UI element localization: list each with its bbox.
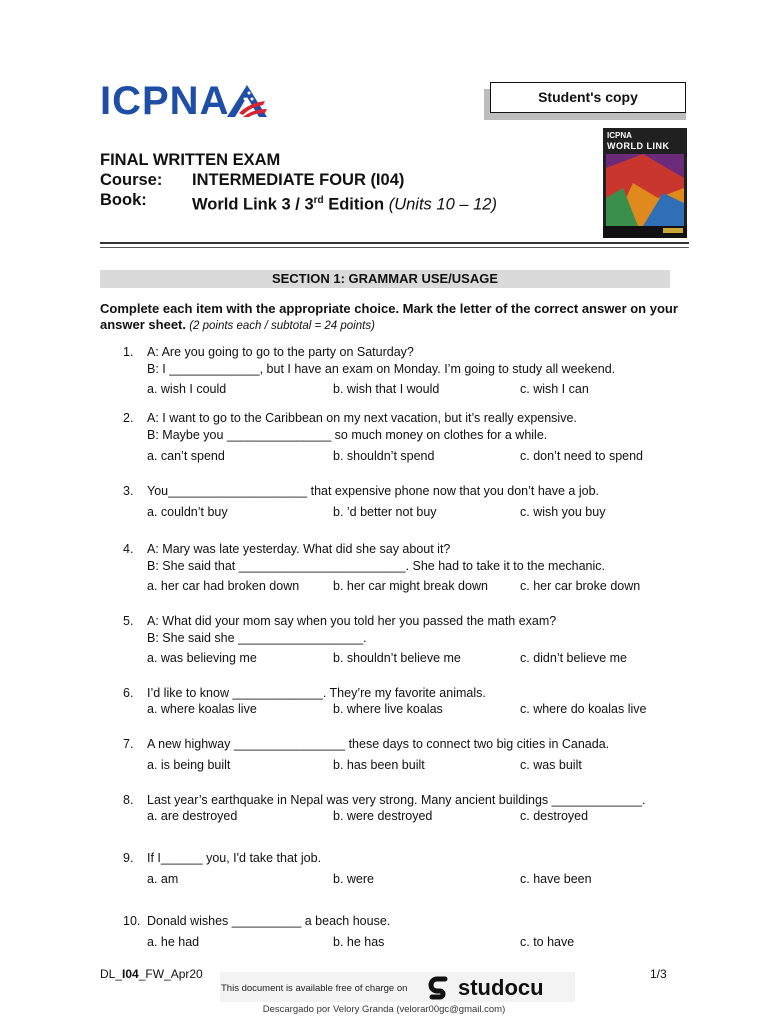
answer-option-c: c. have been [520, 872, 592, 886]
studocu-wordmark: studocu [458, 975, 544, 1000]
question-text: A: I want to go to the Caribbean on my next vacation, but it’s really expensive. [147, 411, 577, 425]
answer-option-b: b. shouldn’t spend [333, 449, 435, 463]
question-text: A new highway ________________ these days to connect two big cities in Canada. [147, 737, 610, 751]
studocu-s-icon [428, 976, 452, 1000]
header-rule-thin [100, 247, 689, 248]
logo-text: ICPNA [100, 79, 230, 123]
book-row [100, 190, 600, 214]
answer-option-b: b. he has [333, 935, 385, 949]
question-text: If I______ you, I'd take that job. [147, 851, 322, 865]
answer-option-a: a. couldn’t buy [147, 505, 228, 519]
question-number: 1. [123, 345, 134, 359]
question-number: 4. [123, 542, 134, 556]
question-number: 6. [123, 686, 134, 700]
answer-option-a: a. is being built [147, 758, 231, 772]
book-value: World Link 3 / 3rd Edition (Units 10 – 12) [192, 195, 497, 214]
answer-option-b: b. were [333, 872, 374, 886]
header-rule [100, 242, 689, 244]
answer-option-c: c. wish I can [520, 382, 589, 396]
answer-option-a: a. he had [147, 935, 200, 949]
question-number: 7. [123, 737, 134, 751]
question-number: 10. [123, 914, 141, 928]
banner-text: This document is available free of charge on [221, 983, 408, 994]
answer-option-a: a. was believing me [147, 651, 257, 665]
answer-option-a: a. where koalas live [147, 702, 257, 716]
question-text: A: What did your mom say when you told her you passed the math exam? [147, 614, 557, 628]
answer-option-b: b. shouldn’t believe me [333, 651, 461, 665]
question-text: I’d like to know _____________. They’re my favorite animals. [147, 686, 486, 700]
answer-option-c: c. don’t need to spend [520, 449, 644, 463]
question-number: 8. [123, 793, 134, 807]
book-label: Book: [100, 191, 147, 209]
course-label: Course: [100, 171, 163, 189]
answer-option-b: b. ’d better not buy [333, 505, 437, 519]
question-text: B: She said she __________________. [147, 631, 367, 645]
answer-option-c: c. was built [520, 758, 582, 772]
studocu-logo[interactable] [428, 975, 544, 1001]
question-text: Last year’s earthquake in Nepal was very strong. Many ancient buildings _____________. [147, 793, 646, 807]
instructions-points: (2 points each / subtotal = 24 points) [186, 320, 375, 332]
answer-option-b: b. has been built [333, 758, 425, 772]
flag-swoosh-icon [225, 83, 269, 119]
answer-option-a: a. am [147, 872, 179, 886]
question-text: B: Maybe you _______________ so much money on clothes for a while. [147, 428, 548, 442]
question-text: B: I _____________, but I have an exam on Monday. I’m going to study all weekend. [147, 362, 616, 376]
question-text: A: Mary was late yesterday. What did she say about it? [147, 542, 451, 556]
downloaded-by: Descargado por Velory Granda (velorar00gc@gmail.com) [262, 1004, 506, 1015]
document-code: DL_I04_FW_Apr20 [100, 967, 203, 981]
students-copy-label: Student's copy [490, 82, 686, 113]
answer-option-a: a. can’t spend [147, 449, 225, 463]
course-value: INTERMEDIATE FOUR (I04) [192, 171, 405, 189]
question-text: B: She said that ________________________. She had to take it to the mechanic. [147, 559, 605, 573]
course-row [100, 170, 600, 191]
question-text: You____________________ that expensive phone now that you don’t have a job. [147, 484, 600, 498]
question-number: 3. [123, 484, 134, 498]
question-text: Donald wishes __________ a beach house. [147, 914, 391, 928]
answer-option-c: c. wish you buy [520, 505, 606, 519]
instructions-text: Complete each item with the appropriate choice. Mark the letter of the correct answer on your answer sheet. [100, 301, 678, 332]
question-number: 5. [123, 614, 134, 628]
answer-option-c: c. her car broke down [520, 579, 641, 593]
answer-option-a: a. wish I could [147, 382, 227, 396]
answer-option-b: b. her car might break down [333, 579, 488, 593]
book-cover-image [603, 128, 687, 238]
cover-brand: ICPNA [607, 131, 632, 140]
answer-option-c: c. destroyed [520, 809, 589, 823]
answer-option-a: a. are destroyed [147, 809, 238, 823]
icpna-logo [100, 80, 269, 122]
section-title: SECTION 1: GRAMMAR USE/USAGE [100, 270, 670, 288]
cover-title: WORLD LINK [607, 141, 670, 151]
answer-option-a: a. her car had broken down [147, 579, 300, 593]
question-number: 2. [123, 411, 134, 425]
answer-option-b: b. wish that I would [333, 382, 440, 396]
question-number: 9. [123, 851, 134, 865]
instructions [100, 301, 680, 334]
answer-option-b: b. where live koalas [333, 702, 443, 716]
answer-option-c: c. where do koalas live [520, 702, 647, 716]
answer-option-c: c. to have [520, 935, 575, 949]
page-number: 1/3 [650, 967, 667, 981]
question-text: A: Are you going to go to the party on Saturday? [147, 345, 414, 359]
exam-title: FINAL WRITTEN EXAM [100, 151, 281, 169]
answer-option-b: b. were destroyed [333, 809, 433, 823]
answer-option-c: c. didn’t believe me [520, 651, 628, 665]
